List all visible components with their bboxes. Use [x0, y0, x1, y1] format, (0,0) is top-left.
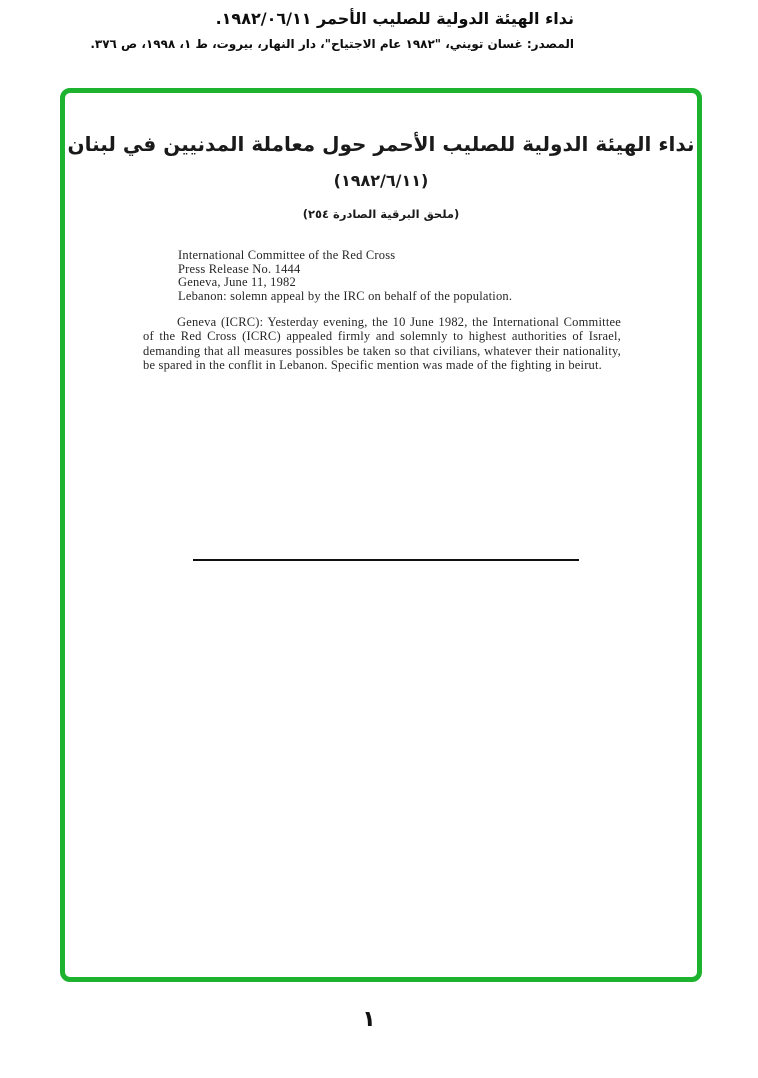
press-release-dateline: Geneva, June 11, 1982	[178, 275, 296, 290]
press-release-number: Press Release No. 1444	[178, 261, 301, 276]
header-source-line: المصدر: غسان تويني، "١٩٨٢ عام الاجتياح"، دار النهار، بيروت، ط ١، ١٩٩٨، ص ٣٧٦.	[90, 37, 574, 51]
horizontal-rule	[193, 559, 579, 561]
document-subtitle: (ملحق البرقية الصادرة ٢٥٤)	[302, 207, 460, 221]
document-date: (١٩٨٢/٦/١١)	[333, 171, 429, 190]
page-number: ١	[362, 1007, 376, 1032]
page-header	[90, 9, 574, 52]
press-release-subject: Lebanon: solemn appeal by the IRC on behalf of the population.	[178, 288, 513, 303]
green-border-frame	[60, 88, 702, 982]
document-title: نداء الهيئة الدولية للصليب الأحمر حول معاملة المدنيين في لبنان	[67, 132, 695, 156]
header-title-line: نداء الهيئة الدولية للصليب الأحمر ١٩٨٢/٠٦/١١.	[215, 9, 574, 28]
press-release-body-paragraph: Geneva (ICRC): Yesterday evening, the 10 June 1982, the International Committee of the Red Cross (ICRC) appealed firmly and solemnly to highest authorities of Israel, demanding that all measures possibles be taken so that civilians, whatever their nationality, be spared in the conflit in Lebanon. Specific mention was made of the fighting in beirut.	[143, 315, 621, 373]
press-release-header-block	[178, 249, 512, 303]
press-release-org: International Committee of the Red Cross	[178, 248, 396, 262]
